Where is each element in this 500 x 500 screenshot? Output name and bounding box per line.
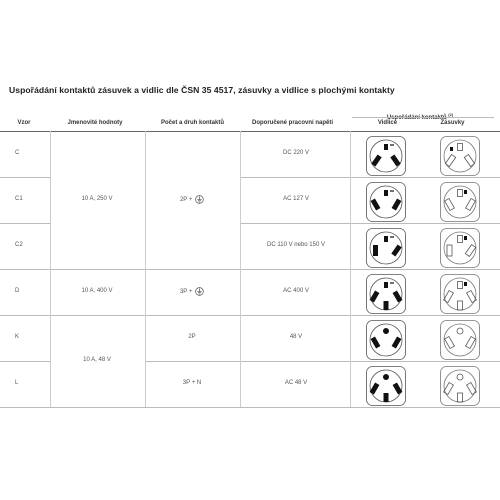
cell-voltage: AC 48 V [284, 380, 308, 386]
cell-contacts [180, 195, 204, 204]
header-doporucene: Doporučené pracovní napětí [251, 120, 333, 126]
cell-contacts-label: 3P + [179, 289, 193, 296]
row-divider [0, 223, 50, 224]
plug-pin-layout-icon [366, 274, 406, 314]
cell-vzor: C1 [15, 196, 23, 202]
plug-pin-layout-icon [366, 182, 406, 222]
cell-voltage: DC 110 V nebo 150 V [267, 242, 325, 248]
header-pocet: Počet a druh kontaktů [160, 120, 224, 126]
row-divider [0, 177, 50, 178]
cell-contacts [180, 287, 204, 296]
cell-voltage: DC 220 V [282, 150, 310, 156]
row-divider [0, 361, 50, 362]
socket-contact-layout-icon [440, 182, 480, 222]
plug-pin-layout-icon [366, 136, 406, 176]
cell-vzor: K [15, 334, 20, 340]
row-divider [0, 269, 500, 270]
cell-vzor: L [15, 380, 19, 386]
header-usporadani-label: Uspořádání kontaktů [386, 115, 447, 121]
header-vidlice: Vidlice [377, 120, 398, 126]
cell-rating: 10 A, 400 V [81, 288, 113, 294]
row-divider [145, 361, 500, 362]
cell-vzor: D [15, 288, 20, 294]
column-divider [240, 131, 241, 407]
header-footnote: (2) [448, 112, 454, 117]
socket-contact-layout-icon [440, 228, 480, 268]
page-title: Uspořádání kontaktů zásuvek a vidlic dle ČSN 35 4517, zásuvky a vidlice s plochými kontakty [9, 85, 395, 95]
socket-contact-layout-icon [440, 366, 480, 406]
earth-symbol-icon [195, 287, 204, 296]
row-divider [240, 177, 500, 178]
socket-contact-layout-icon [440, 320, 480, 360]
plug-pin-layout-icon [366, 228, 406, 268]
cell-contacts: 2P [188, 334, 196, 340]
cell-voltage: AC 400 V [283, 288, 309, 294]
cell-rating: 10 A, 48 V [83, 357, 111, 363]
cell-vzor: C [15, 150, 20, 156]
plug-pin-layout-icon [366, 320, 406, 360]
header-zasuvky: Zásuvky [440, 120, 465, 126]
cell-vzor: C2 [15, 242, 23, 248]
header-bottom-rule [0, 131, 500, 132]
row-divider [240, 223, 500, 224]
column-divider [350, 131, 351, 407]
table-bottom-rule [0, 407, 500, 408]
cell-contacts-label: 2P + [179, 197, 193, 204]
cell-rating: 10 A, 250 V [81, 196, 113, 202]
plug-pin-layout-icon [366, 366, 406, 406]
cell-voltage: 48 V [289, 334, 303, 340]
column-divider [50, 131, 51, 407]
header-group-divider [352, 117, 494, 118]
column-divider [145, 131, 146, 407]
earth-symbol-icon [195, 195, 204, 204]
socket-contact-layout-icon [440, 136, 480, 176]
cell-contacts: 3P + N [182, 380, 202, 386]
cell-voltage: AC 127 V [283, 196, 309, 202]
header-vzor: Vzor [17, 120, 31, 126]
row-divider [0, 315, 500, 316]
socket-contact-layout-icon [440, 274, 480, 314]
header-jmenovite: Jmenovité hodnoty [67, 120, 123, 126]
